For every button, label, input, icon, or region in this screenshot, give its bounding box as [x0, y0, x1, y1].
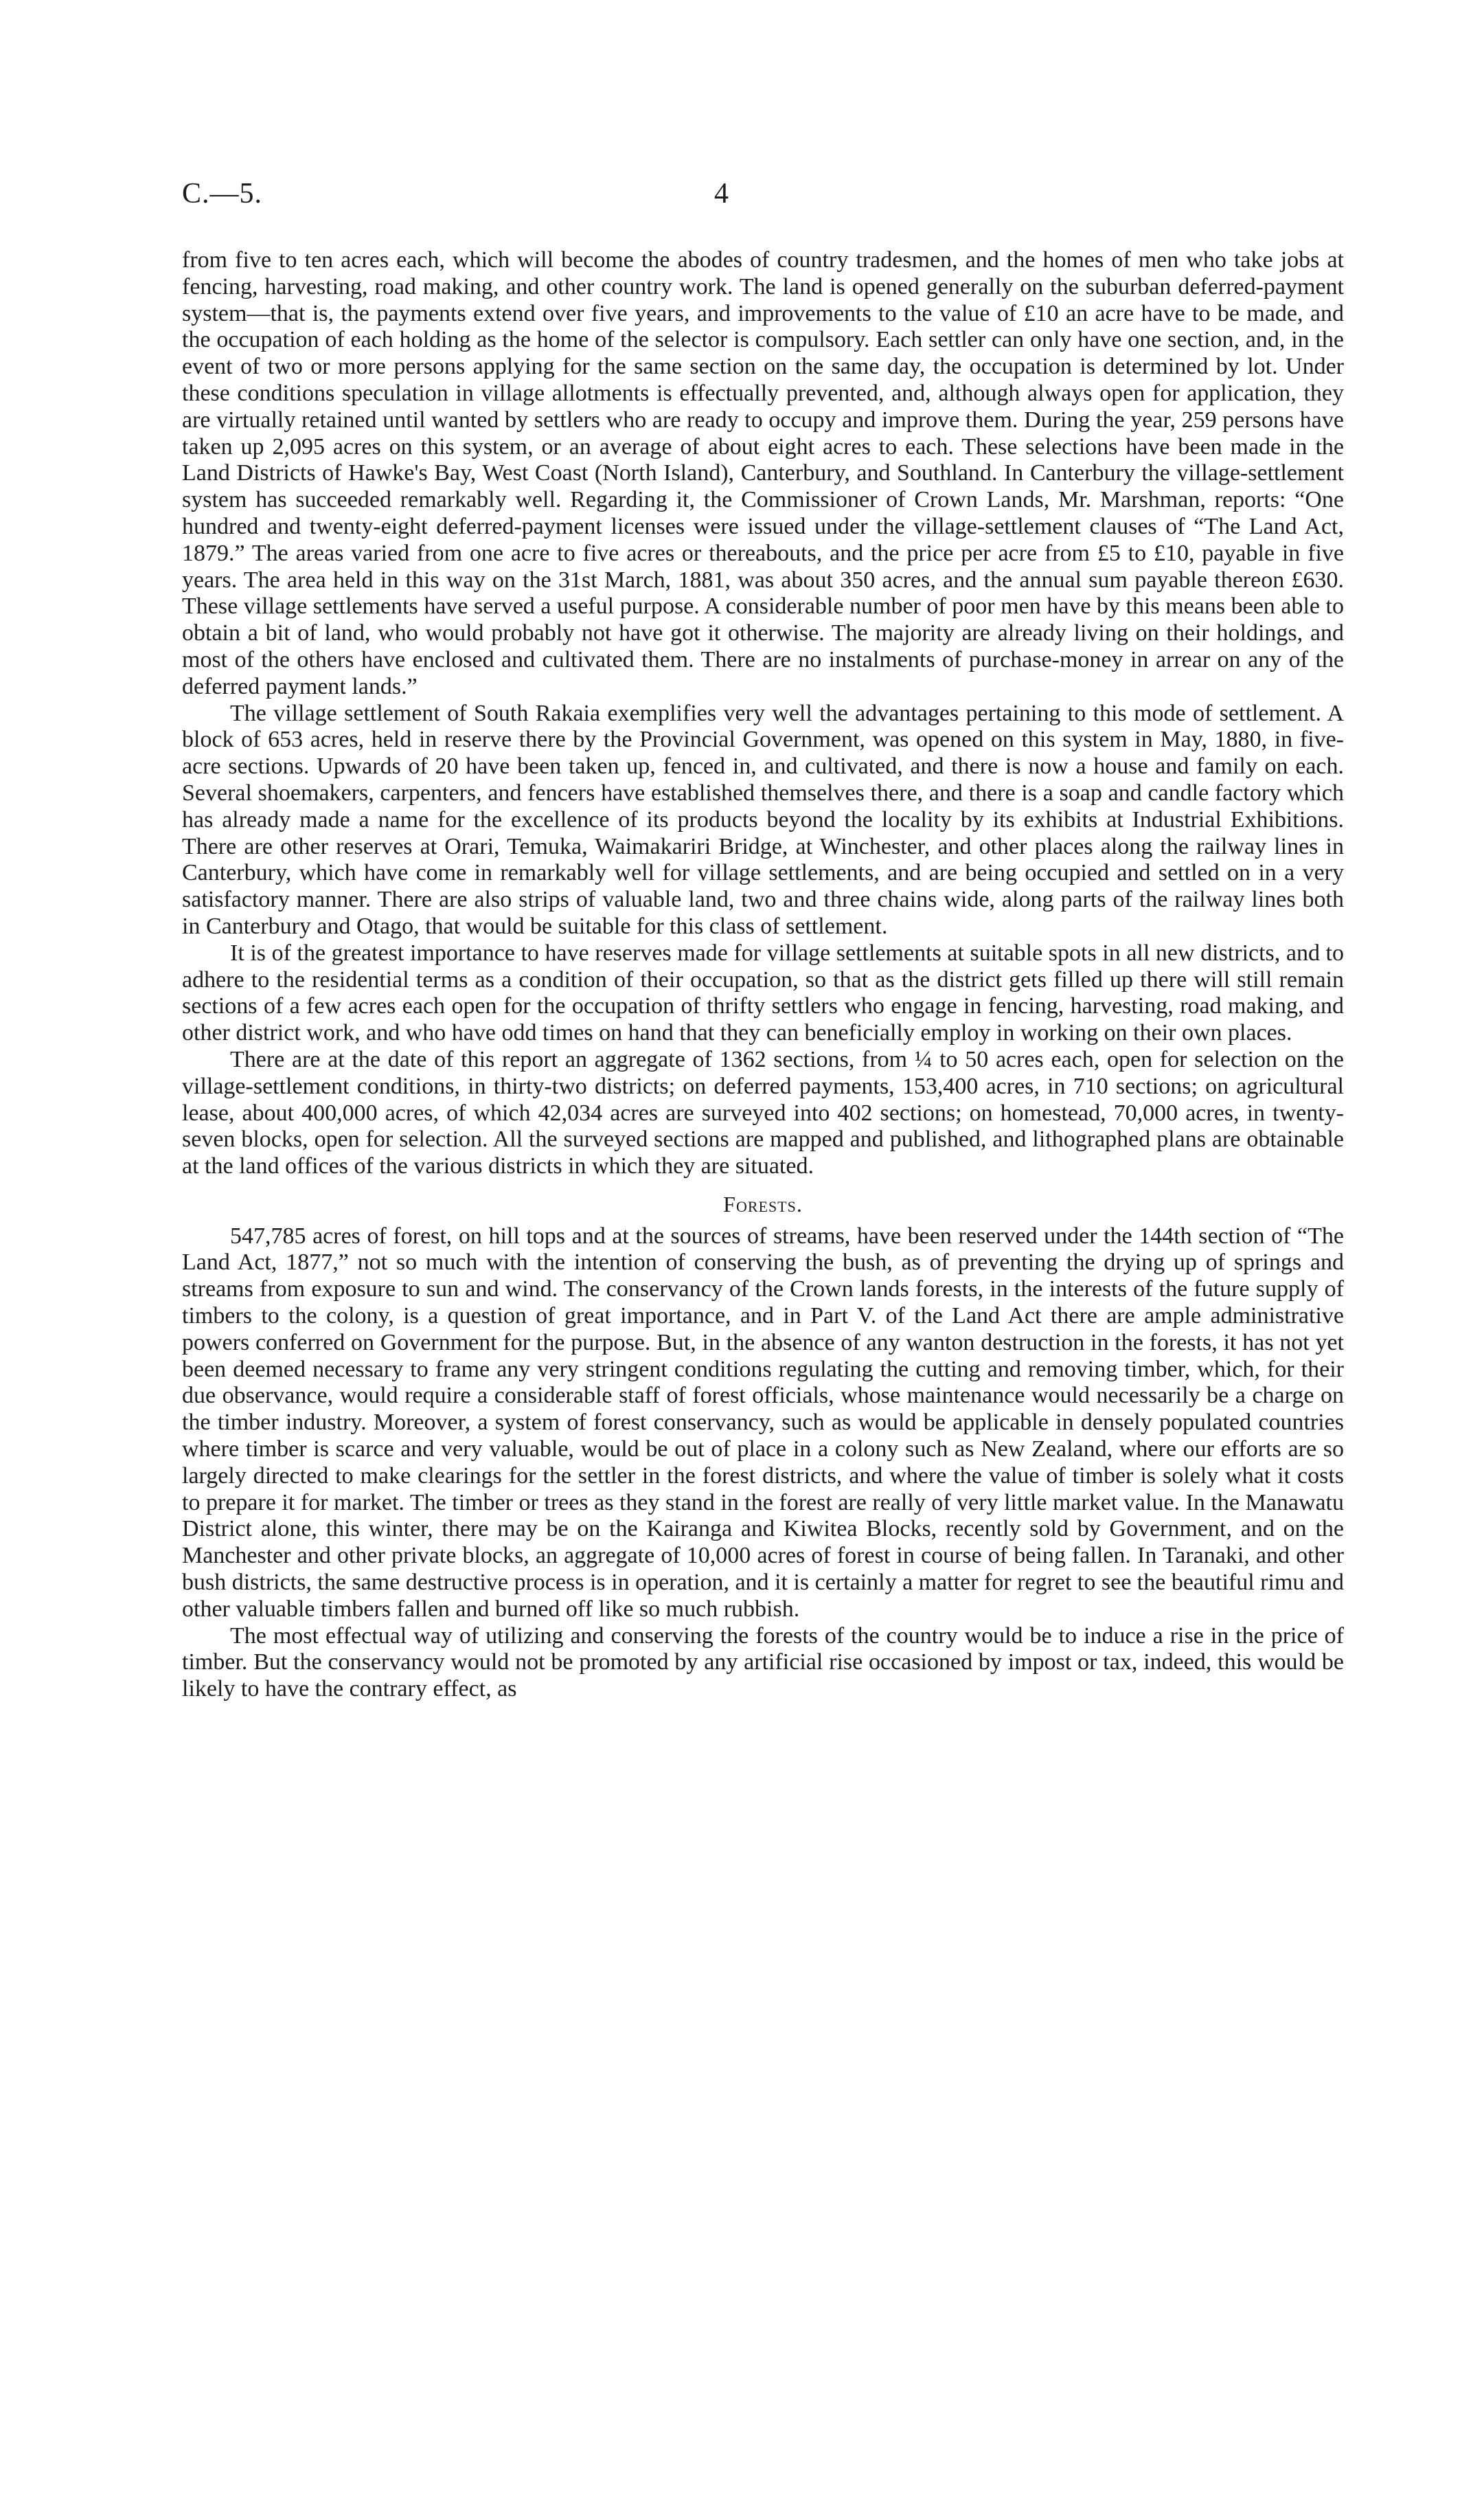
page-number: 4 — [714, 178, 729, 210]
paragraph-forest-reserves: 547,785 acres of forest, on hill tops and at the sources of streams, have been reserved under the 144th section of “The Land Act, 1877,” not so much with the intention of conserving the bush, as of preventing the drying up of springs and streams from exposure to sun and wind. The conservancy of the Crown lands forests, in the interests of the future supply of timbers to the colony, is a question of great importance, and in Part V. of the Land Act there are ample administrative powers conferred on Government for the purpose. But, in the absence of any wanton destruction in the forests, it has not yet been deemed necessary to frame any very stringent conditions regulating the cutting and removing timber, which, for their due observance, would require a considerable staff of forest officials, whose maintenance would necessarily be a charge on the timber industry. Moreover, a system of forest conservancy, such as would be applicable in densely populated countries where timber is scarce and very valuable, would be out of place in a colony such as New Zealand, where our efforts are so largely directed to make clearings for the settler in the forest districts, and where the value of timber is solely what it costs to prepare it for market. The timber or trees as they stand in the forest are really of very little market value. In the Manawatu District alone, this winter, there may be on the Kairanga and Kiwitea Blocks, recently sold by Government, and on the Manchester and other private blocks, an aggregate of 10,000 acres of forest in course of being fallen. In Taranaki, and other bush districts, the same destructive process is in operation, and it is certainly a matter for regret to see the beautiful rimu and other valuable timbers fallen and burned off like so much rubbish. — [182, 1223, 1344, 1622]
paragraph-aggregate-sections: There are at the date of this report an aggregate of 1362 sections, from ¼ to 50 acres each, open for selection on the village-settlement conditions, in thirty-two districts; on deferred payments, 153,400 acres, in 710 sections; on agricultural lease, about 400,000 acres, of which 42,034 acres are surveyed into 402 sections; on homestead, 70,000 acres, in twenty-seven blocks, open for selection. All the surveyed sections are mapped and published, and lithographed plans are obtainable at the land offices of the various districts in which they are situated. — [182, 1046, 1344, 1179]
paragraph-south-rakaia: The village settlement of South Rakaia exemplifies very well the advantages pertaining to this mode of settlement. A block of 653 acres, held in reserve there by the Provincial Government, was opened on this system in May, 1880, in five-acre sections. Upwards of 20 have been taken up, fenced in, and cultivated, and there is now a house and family on each. Several shoemakers, carpenters, and fencers have established themselves there, and there is a soap and candle factory which has already made a name for the excellence of its products beyond the locality by its exhibits at Industrial Exhibitions. There are other reserves at Orari, Temuka, Waimakariri Bridge, at Winchester, and other places along the railway lines in Canterbury, which have come in remarkably well for village settlements, and are being occupied and settled on in a very satisfactory manner. There are also strips of valuable land, two and three chains wide, along parts of the railway lines both in Canterbury and Otago, that would be suitable for this class of settlement. — [182, 700, 1344, 939]
document-reference: C.—5. — [182, 178, 263, 210]
section-heading-forests: Forests. — [723, 1191, 803, 1217]
body-text — [182, 247, 1344, 1703]
paragraph-village-continued: from five to ten acres each, which will become the abodes of country tradesmen, and the homes of men who take jobs at fencing, harvesting, road making, and other country work. The land is opened generally on the suburban deferred-payment system—that is, the payments extend over five years, and improvements to the value of £10 an acre have to be made, and the occupation of each holding as the home of the selector is compulsory. Each settler can only have one section, and, in the event of two or more persons applying for the same section on the same day, the occupation is determined by lot. Under these conditions speculation in village allotments is effectually prevented, and, although always open for application, they are virtually retained until wanted by settlers who are ready to occupy and improve them. During the year, 259 persons have taken up 2,095 acres on this system, or an average of about eight acres to each. These selections have been made in the Land Districts of Hawke's Bay, West Coast (North Island), Canterbury, and Southland. In Canterbury the village-settlement system has succeeded remarkably well. Regarding it, the Commissioner of Crown Lands, Mr. Marshman, reports: “One hundred and twenty-eight deferred-payment licenses were issued under the village-settlement clauses of “The Land Act, 1879.” The areas varied from one acre to five acres or thereabouts, and the price per acre from £5 to £10, payable in five years. The area held in this way on the 31st March, 1881, was about 350 acres, and the annual sum payable thereon £630. These village settlements have served a useful purpose. A considerable number of poor men have by this means been able to obtain a bit of land, who would probably not have got it otherwise. The majority are already living on their holdings, and most of the others have enclosed and cultivated them. There are no instalments of purchase-money in arrear on any of the deferred payment lands.” — [182, 247, 1344, 699]
paragraph-forest-conservancy: The most effectual way of utilizing and conserving the forests of the country would be to induce a rise in the price of timber. But the conservancy would not be promoted by any artificial rise occasioned by impost or tax, indeed, this would be likely to have the contrary effect, as — [182, 1622, 1344, 1702]
paragraph-reserves-importance: It is of the greatest importance to have reserves made for village settlements at suitable spots in all new districts, and to adhere to the residential terms as a condition of their occupation, so that as the district gets filled up there will still remain sections of a few acres each open for the occupation of thrifty settlers who engage in fencing, harvesting, road making, and other district work, and who have odd times on hand that they can beneficially employ in working on their own places. — [182, 940, 1344, 1046]
page-header — [182, 177, 1343, 218]
